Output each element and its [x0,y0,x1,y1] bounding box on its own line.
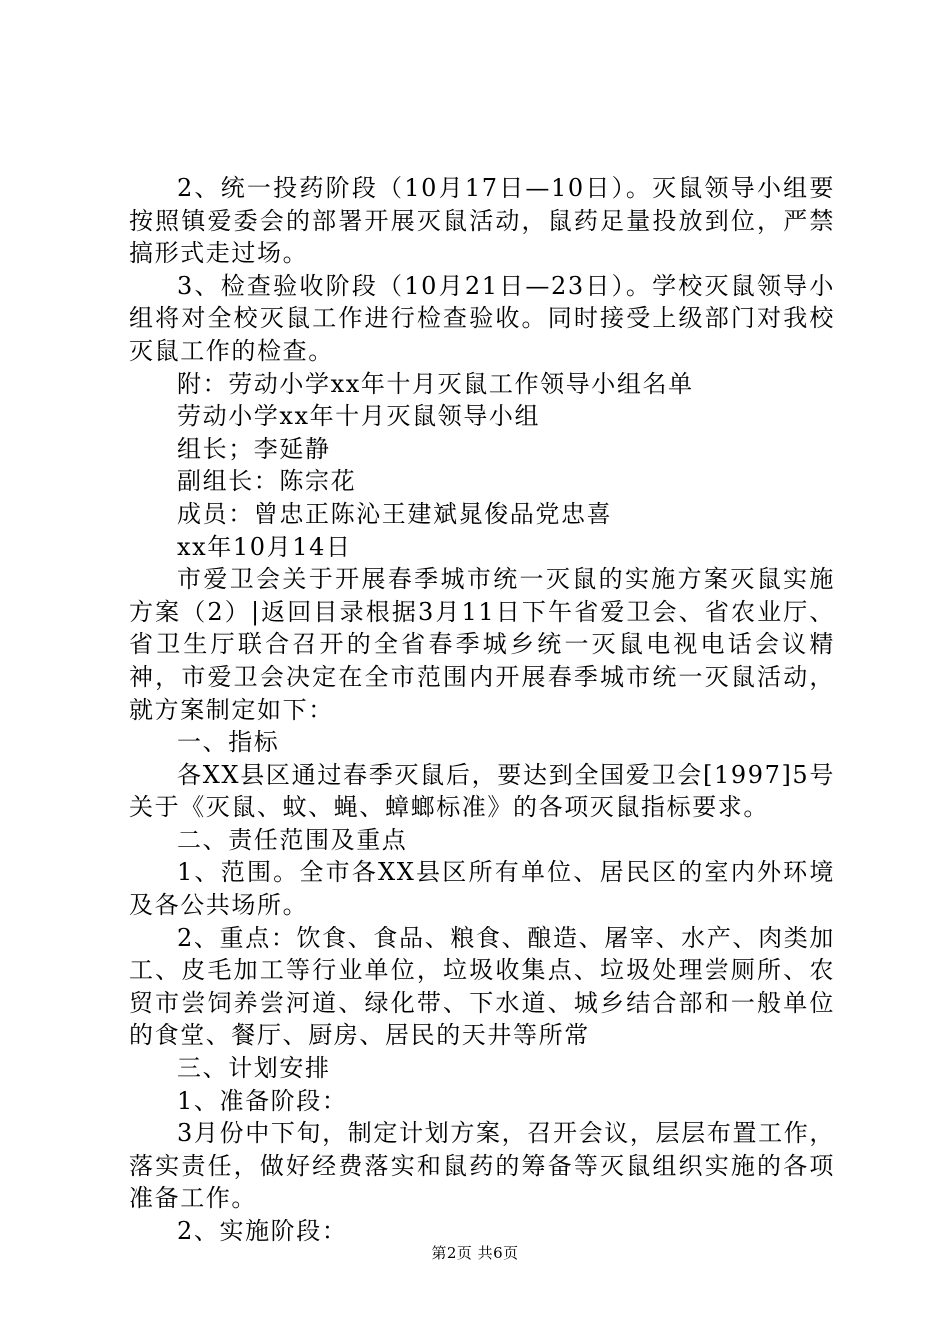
paragraph: 2、重点：饮食、食品、粮食、酿造、屠宰、水产、肉类加工、皮毛加工等行业单位，垃圾收集点、垃圾处理尝厕所、农贸市尝饲养尝河道、绿化带、下水道、城乡结合部和一般单位的食堂、餐厅、厨房、居民的天井等所常 [129,923,835,1050]
paragraph: 附：劳动小学xx年十月灭鼠工作领导小组名单 [177,369,694,398]
paragraph: 各XX县区通过春季灭鼠后，要达到全国爱卫会[1997]5号关于《灭鼠、蚊、蝇、蟑螂标准》的各项灭鼠指标要求。 [129,760,835,822]
paragraph: 劳动小学xx年十月灭鼠领导小组 [177,402,541,431]
paragraph: 三、计划安排 [177,1054,331,1083]
page-number-footer: 第2页 共6页 [431,1244,519,1262]
paragraph: 2、实施阶段： [177,1217,348,1245]
document-body [129,172,835,1248]
paragraph: 3、检查验收阶段（10月21日—23日）。学校灭鼠领导小组将对全校灭鼠工作进行检查验收。同时接受上级部门对我校灭鼠工作的检查。 [129,271,835,365]
paragraph: 1、范围。全市各XX县区所有单位、居民区的室内外环境及各公共场所。 [129,858,835,920]
paragraph: 1、准备阶段： [177,1086,348,1115]
paragraph: 组长；李延静 [177,434,331,463]
paragraph: 二、责任范围及重点 [177,825,408,854]
paragraph: 一、指标 [177,728,280,757]
paragraph: 市爱卫会关于开展春季城市统一灭鼠的实施方案灭鼠实施方案（2）|返回目录根据3月11日下午省爱卫会、省农业厅、省卫生厅联合召开的全省春季城乡统一灭鼠电视电话会议精神，市爱卫会决定在全市范围内开展春季城市统一灭鼠活动，就方案制定如下： [129,565,835,724]
paragraph: 成员：曾忠正陈沁王建斌晁俊品党忠喜 [177,499,613,528]
paragraph: xx年10月14日 [177,532,352,561]
paragraph: 2、统一投药阶段（10月17日—10日）。灭鼠领导小组要按照镇爱委会的部署开展灭鼠活动，鼠药足量投放到位，严禁搞形式走过场。 [129,174,835,268]
paragraph: 3月份中下旬，制定计划方案，召开会议，层层布置工作，落实责任，做好经费落实和鼠药的筹备等灭鼠组织实施的各项准备工作。 [129,1119,835,1213]
paragraph: 副组长：陈宗花 [177,467,357,496]
